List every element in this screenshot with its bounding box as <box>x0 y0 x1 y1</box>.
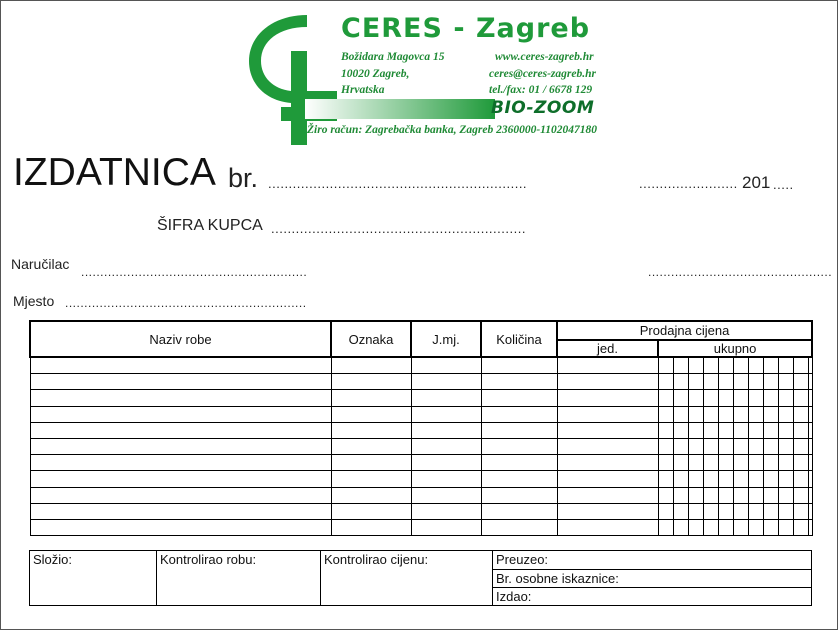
total-digit-cell[interactable] <box>658 519 673 535</box>
place-label: Mjesto <box>13 293 55 309</box>
total-digit-cell[interactable] <box>733 390 748 406</box>
total-digit-cell[interactable] <box>778 455 793 471</box>
table-row <box>30 406 812 422</box>
table-cell[interactable] <box>481 471 557 487</box>
table-row <box>30 374 812 390</box>
total-digit-cell[interactable] <box>703 422 718 438</box>
total-digit-cell[interactable] <box>808 390 812 406</box>
company-phone: tel./fax: 01 / 6678 129 <box>489 84 593 96</box>
company-website: www.ceres-zagreb.hr <box>495 51 594 63</box>
table-cell[interactable] <box>331 390 411 406</box>
table-cell[interactable] <box>557 487 658 503</box>
signature-table <box>29 550 812 606</box>
total-digit-cell[interactable] <box>718 438 733 454</box>
column-header-quantity: Količina <box>481 321 557 357</box>
table-cell[interactable] <box>557 357 658 374</box>
total-digit-cell[interactable] <box>793 422 808 438</box>
total-digit-cell[interactable] <box>688 438 703 454</box>
table-row <box>30 503 812 519</box>
total-digit-cell[interactable] <box>673 519 688 535</box>
total-digit-cell[interactable] <box>808 471 812 487</box>
total-digit-cell[interactable] <box>658 455 673 471</box>
table-cell[interactable] <box>481 455 557 471</box>
total-digit-cell[interactable] <box>763 503 778 519</box>
table-cell[interactable] <box>331 406 411 422</box>
table-cell[interactable] <box>481 503 557 519</box>
total-digit-cell[interactable] <box>733 357 748 374</box>
composed-by-label: Složio: <box>33 552 73 567</box>
total-digit-cell[interactable] <box>733 503 748 519</box>
place-field[interactable]: ............................................................... <box>65 296 307 310</box>
goods-checked-by-field[interactable] <box>157 551 321 606</box>
total-digit-cell[interactable] <box>718 519 733 535</box>
number-field[interactable]: ............................................................... <box>268 176 528 191</box>
total-digit-cell[interactable] <box>658 390 673 406</box>
total-digit-cell[interactable] <box>673 406 688 422</box>
table-cell[interactable] <box>30 471 331 487</box>
issued-by-label: Izdao: <box>496 589 532 604</box>
table-cell[interactable] <box>30 503 331 519</box>
total-digit-cell[interactable] <box>718 374 733 390</box>
total-digit-cell[interactable] <box>688 422 703 438</box>
total-digit-cell[interactable] <box>808 357 812 374</box>
address-line-2: 10020 Zagreb, <box>341 68 410 80</box>
total-digit-cell[interactable] <box>808 374 812 390</box>
total-digit-cell[interactable] <box>673 503 688 519</box>
total-digit-cell[interactable] <box>733 422 748 438</box>
total-digit-cell[interactable] <box>688 471 703 487</box>
composed-by-field[interactable] <box>30 551 157 606</box>
company-email: ceres@ceres-zagreb.hr <box>489 68 596 80</box>
table-cell[interactable] <box>30 357 331 374</box>
total-digit-cell[interactable] <box>703 438 718 454</box>
price-checked-by-field[interactable] <box>321 551 493 606</box>
table-cell[interactable] <box>557 374 658 390</box>
customer-code-label: ŠIFRA KUPCA <box>157 217 263 234</box>
table-cell[interactable] <box>331 455 411 471</box>
customer-code-field[interactable]: .............................................................. <box>271 221 526 236</box>
orderer-extra-field[interactable]: ................................................ <box>648 265 833 279</box>
total-digit-cell[interactable] <box>748 519 763 535</box>
table-row <box>30 438 812 454</box>
table-cell[interactable] <box>411 422 481 438</box>
total-digit-cell[interactable] <box>748 438 763 454</box>
total-digit-cell[interactable] <box>703 406 718 422</box>
total-digit-cell[interactable] <box>778 374 793 390</box>
address-line-3: Hrvatska <box>341 84 385 96</box>
total-digit-cell[interactable] <box>688 374 703 390</box>
total-digit-cell[interactable] <box>658 374 673 390</box>
year-prefix: 201 <box>742 173 771 192</box>
total-digit-cell[interactable] <box>718 487 733 503</box>
table-cell[interactable] <box>557 438 658 454</box>
table-cell[interactable] <box>411 374 481 390</box>
total-digit-cell[interactable] <box>748 422 763 438</box>
received-by-label: Preuzeo: <box>496 552 549 567</box>
total-digit-cell[interactable] <box>658 406 673 422</box>
number-label: br. <box>228 163 259 193</box>
total-digit-cell[interactable] <box>688 390 703 406</box>
total-digit-cell[interactable] <box>733 406 748 422</box>
total-digit-cell[interactable] <box>688 357 703 374</box>
total-digit-cell[interactable] <box>703 390 718 406</box>
table-cell[interactable] <box>481 390 557 406</box>
total-digit-cell[interactable] <box>673 422 688 438</box>
total-digit-cell[interactable] <box>778 487 793 503</box>
total-digit-cell[interactable] <box>808 422 812 438</box>
table-cell[interactable] <box>411 438 481 454</box>
total-digit-cell[interactable] <box>808 503 812 519</box>
total-digit-cell[interactable] <box>673 357 688 374</box>
total-digit-cell[interactable] <box>793 487 808 503</box>
column-header-unit: J.mj. <box>411 321 481 357</box>
total-digit-cell[interactable] <box>658 357 673 374</box>
total-digit-cell[interactable] <box>703 519 718 535</box>
total-digit-cell[interactable] <box>703 374 718 390</box>
table-cell[interactable] <box>30 406 331 422</box>
table-cell[interactable] <box>557 406 658 422</box>
table-row <box>30 487 812 503</box>
id-card-number-label: Br. osobne iskaznice: <box>496 571 619 586</box>
total-digit-cell[interactable] <box>793 374 808 390</box>
total-digit-cell[interactable] <box>703 487 718 503</box>
total-digit-cell[interactable] <box>733 438 748 454</box>
total-digit-cell[interactable] <box>688 455 703 471</box>
total-digit-cell[interactable] <box>718 455 733 471</box>
total-digit-cell[interactable] <box>778 471 793 487</box>
total-digit-cell[interactable] <box>673 438 688 454</box>
table-cell[interactable] <box>557 455 658 471</box>
total-digit-cell[interactable] <box>778 357 793 374</box>
table-cell[interactable] <box>30 455 331 471</box>
total-digit-cell[interactable] <box>703 455 718 471</box>
total-digit-cell[interactable] <box>748 455 763 471</box>
table-row <box>30 471 812 487</box>
column-header-item-name: Naziv robe <box>30 321 331 357</box>
table-cell[interactable] <box>481 374 557 390</box>
column-header-sale-price: Prodajna cijena <box>557 321 812 340</box>
total-digit-cell[interactable] <box>808 487 812 503</box>
total-digit-cell[interactable] <box>733 471 748 487</box>
total-digit-cell[interactable] <box>748 406 763 422</box>
total-digit-cell[interactable] <box>793 406 808 422</box>
total-digit-cell[interactable] <box>778 422 793 438</box>
column-header-code: Oznaka <box>331 321 411 357</box>
total-digit-cell[interactable] <box>778 438 793 454</box>
total-digit-cell[interactable] <box>793 357 808 374</box>
table-row <box>30 455 812 471</box>
total-digit-cell[interactable] <box>778 503 793 519</box>
table-cell[interactable] <box>557 422 658 438</box>
total-digit-cell[interactable] <box>793 503 808 519</box>
total-digit-cell[interactable] <box>763 374 778 390</box>
total-digit-cell[interactable] <box>808 455 812 471</box>
issued-by-field[interactable] <box>493 588 812 606</box>
total-digit-cell[interactable] <box>808 406 812 422</box>
table-row <box>30 519 812 535</box>
total-digit-cell[interactable] <box>763 357 778 374</box>
total-digit-cell[interactable] <box>778 406 793 422</box>
total-digit-cell[interactable] <box>688 503 703 519</box>
total-digit-cell[interactable] <box>748 503 763 519</box>
total-digit-cell[interactable] <box>718 422 733 438</box>
table-cell[interactable] <box>557 503 658 519</box>
table-cell[interactable] <box>331 471 411 487</box>
total-digit-cell[interactable] <box>673 471 688 487</box>
table-cell[interactable] <box>481 519 557 535</box>
total-digit-cell[interactable] <box>763 406 778 422</box>
table-cell[interactable] <box>481 487 557 503</box>
table-cell[interactable] <box>331 519 411 535</box>
table-row <box>30 357 812 374</box>
total-digit-cell[interactable] <box>748 471 763 487</box>
total-digit-cell[interactable] <box>673 374 688 390</box>
orderer-field[interactable]: ........................................................... <box>81 265 308 279</box>
company-name: CERES - Zagreb <box>341 13 591 44</box>
total-digit-cell[interactable] <box>793 455 808 471</box>
received-by-field[interactable] <box>493 551 812 570</box>
total-digit-cell[interactable] <box>793 390 808 406</box>
total-digit-cell[interactable] <box>703 357 718 374</box>
table-cell[interactable] <box>411 503 481 519</box>
table-cell[interactable] <box>331 503 411 519</box>
address-line-1: Božidara Magovca 15 <box>341 51 445 63</box>
table-cell[interactable] <box>557 519 658 535</box>
table-cell[interactable] <box>481 422 557 438</box>
table-cell[interactable] <box>481 438 557 454</box>
column-header-total: ukupno <box>658 340 812 357</box>
total-digit-cell[interactable] <box>688 487 703 503</box>
total-digit-cell[interactable] <box>673 487 688 503</box>
year-field[interactable]: ..... <box>773 177 794 192</box>
total-digit-cell[interactable] <box>688 406 703 422</box>
total-digit-cell[interactable] <box>763 487 778 503</box>
items-table <box>29 320 813 536</box>
total-digit-cell[interactable] <box>733 374 748 390</box>
id-card-number-field[interactable] <box>493 570 812 588</box>
column-header-unit-price: jed. <box>557 340 658 357</box>
total-digit-cell[interactable] <box>673 455 688 471</box>
table-cell[interactable] <box>557 390 658 406</box>
total-digit-cell[interactable] <box>658 503 673 519</box>
table-cell[interactable] <box>411 357 481 374</box>
table-cell[interactable] <box>411 487 481 503</box>
table-cell[interactable] <box>331 438 411 454</box>
table-cell[interactable] <box>481 406 557 422</box>
total-digit-cell[interactable] <box>778 390 793 406</box>
total-digit-cell[interactable] <box>733 455 748 471</box>
table-cell[interactable] <box>331 487 411 503</box>
table-cell[interactable] <box>557 471 658 487</box>
total-digit-cell[interactable] <box>763 422 778 438</box>
table-cell[interactable] <box>411 390 481 406</box>
total-digit-cell[interactable] <box>748 390 763 406</box>
table-cell[interactable] <box>30 487 331 503</box>
total-digit-cell[interactable] <box>733 487 748 503</box>
total-digit-cell[interactable] <box>793 471 808 487</box>
total-digit-cell[interactable] <box>748 487 763 503</box>
price-checked-by-label: Kontrolirao cijenu: <box>324 552 429 567</box>
total-digit-cell[interactable] <box>763 471 778 487</box>
table-cell[interactable] <box>331 374 411 390</box>
total-digit-cell[interactable] <box>808 438 812 454</box>
total-digit-cell[interactable] <box>748 374 763 390</box>
table-cell[interactable] <box>30 422 331 438</box>
total-digit-cell[interactable] <box>733 519 748 535</box>
total-digit-cell[interactable] <box>658 422 673 438</box>
table-cell[interactable] <box>481 357 557 374</box>
table-row <box>30 390 812 406</box>
total-digit-cell[interactable] <box>703 503 718 519</box>
total-digit-cell[interactable] <box>718 357 733 374</box>
table-cell[interactable] <box>30 374 331 390</box>
total-digit-cell[interactable] <box>718 503 733 519</box>
total-digit-cell[interactable] <box>718 471 733 487</box>
table-cell[interactable] <box>331 357 411 374</box>
company-header <box>245 11 625 146</box>
table-cell[interactable] <box>411 471 481 487</box>
brand-bio-zoom: BIO-ZOOM <box>491 98 595 118</box>
total-digit-cell[interactable] <box>658 438 673 454</box>
table-cell[interactable] <box>411 406 481 422</box>
total-digit-cell[interactable] <box>763 390 778 406</box>
green-gradient-bar <box>305 99 495 119</box>
document-title: IZDATNICA <box>13 151 216 194</box>
total-digit-cell[interactable] <box>763 455 778 471</box>
total-digit-cell[interactable] <box>793 438 808 454</box>
table-row <box>30 422 812 438</box>
total-digit-cell[interactable] <box>763 438 778 454</box>
total-digit-cell[interactable] <box>658 471 673 487</box>
orderer-label: Naručilac <box>11 256 70 272</box>
total-digit-cell[interactable] <box>718 406 733 422</box>
total-digit-cell[interactable] <box>658 487 673 503</box>
total-digit-cell[interactable] <box>763 519 778 535</box>
total-digit-cell[interactable] <box>718 390 733 406</box>
table-cell[interactable] <box>411 519 481 535</box>
total-digit-cell[interactable] <box>673 390 688 406</box>
table-cell[interactable] <box>30 390 331 406</box>
table-cell[interactable] <box>30 438 331 454</box>
total-digit-cell[interactable] <box>748 357 763 374</box>
goods-checked-by-label: Kontrolirao robu: <box>160 552 257 567</box>
total-digit-cell[interactable] <box>688 519 703 535</box>
total-digit-cell[interactable] <box>703 471 718 487</box>
table-cell[interactable] <box>411 455 481 471</box>
table-cell[interactable] <box>331 422 411 438</box>
total-digit-cell[interactable] <box>808 519 812 535</box>
date-field[interactable]: ........................ <box>639 176 738 191</box>
total-digit-cell[interactable] <box>793 519 808 535</box>
bank-account: Žiro račun: Zagrebačka banka, Zagreb 2360000-1102047180 <box>307 124 598 136</box>
table-cell[interactable] <box>30 519 331 535</box>
total-digit-cell[interactable] <box>778 519 793 535</box>
